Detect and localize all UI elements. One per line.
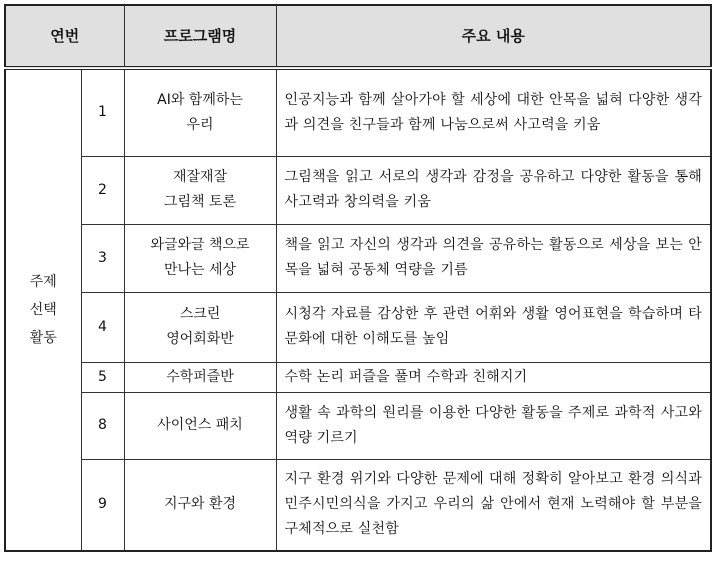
program-description: 생활 속 과학의 원리를 이용한 다양한 활동을 주제로 과학적 사고와 역량 기르기 <box>276 392 711 459</box>
category-line: 활동 <box>29 330 57 346</box>
program-name-line: AI와 함께하는 <box>157 91 243 108</box>
program-name-line: 수학퍼즐반 <box>166 368 234 385</box>
program-name <box>124 68 276 156</box>
program-name <box>124 392 276 459</box>
program-name-line: 우리 <box>186 116 214 133</box>
row-number: 2 <box>81 156 124 224</box>
row-number: 5 <box>81 362 124 392</box>
table-row <box>5 392 711 459</box>
table-row <box>5 459 711 551</box>
header-program: 프로그램명 <box>124 5 276 68</box>
program-name-line: 재잘재잘 <box>172 169 228 185</box>
category-line: 주제 <box>29 274 57 290</box>
program-name <box>124 459 276 551</box>
program-table <box>4 4 712 552</box>
category-cell <box>5 68 81 551</box>
row-number: 8 <box>81 392 124 459</box>
program-name-line: 지구와 환경 <box>163 496 237 513</box>
program-name <box>124 224 276 292</box>
program-description: 인공지능과 함께 살아가야 할 세상에 대한 안목을 넓혀 다양한 생각과 의견을 친구들과 함께 나눔으로써 사고력을 키움 <box>276 68 711 156</box>
program-description: 그림책을 읽고 서로의 생각과 감정을 공유하고 다양한 활동을 통해 사고력과 창의력을 키움 <box>276 156 711 224</box>
header-number: 연번 <box>5 5 124 68</box>
program-name-line: 만나는 세상 <box>163 262 237 278</box>
program-description: 시청각 자료를 감상한 후 관련 어휘와 생활 영어표현을 학습하며 타문화에 대한 이해도를 높임 <box>276 292 711 362</box>
table-row <box>5 292 711 362</box>
header-content: 주요 내용 <box>276 5 711 68</box>
row-number: 1 <box>81 68 124 156</box>
row-number: 9 <box>81 459 124 551</box>
row-number: 4 <box>81 292 124 362</box>
program-name-line: 와글와글 책으로 <box>150 237 250 253</box>
table-row <box>5 156 711 224</box>
program-description: 지구 환경 위기와 다양한 문제에 대해 정확히 알아보고 환경 의식과 민주시민의식을 가지고 우리의 삶 안에서 현재 노력해야 할 부분을 구체적으로 실천함 <box>276 459 711 551</box>
program-name-line: 그림책 토론 <box>163 194 237 210</box>
table-row <box>5 68 711 156</box>
header-row <box>5 5 711 68</box>
program-name <box>124 362 276 392</box>
program-name-line: 영어회화반 <box>166 331 234 347</box>
category-line: 선택 <box>29 302 57 318</box>
program-name-line: 스크린 <box>179 306 221 322</box>
program-name <box>124 156 276 224</box>
program-name <box>124 292 276 362</box>
program-name-line: 사이언스 패치 <box>157 417 243 433</box>
program-description: 책을 읽고 자신의 생각과 의견을 공유하는 활동으로 세상을 보는 안목을 넓혀 공동체 역량을 기름 <box>276 224 711 292</box>
table-row <box>5 224 711 292</box>
row-number: 3 <box>81 224 124 292</box>
table-row <box>5 362 711 392</box>
program-description: 수학 논리 퍼즐을 풀며 수학과 친해지기 <box>276 362 711 392</box>
